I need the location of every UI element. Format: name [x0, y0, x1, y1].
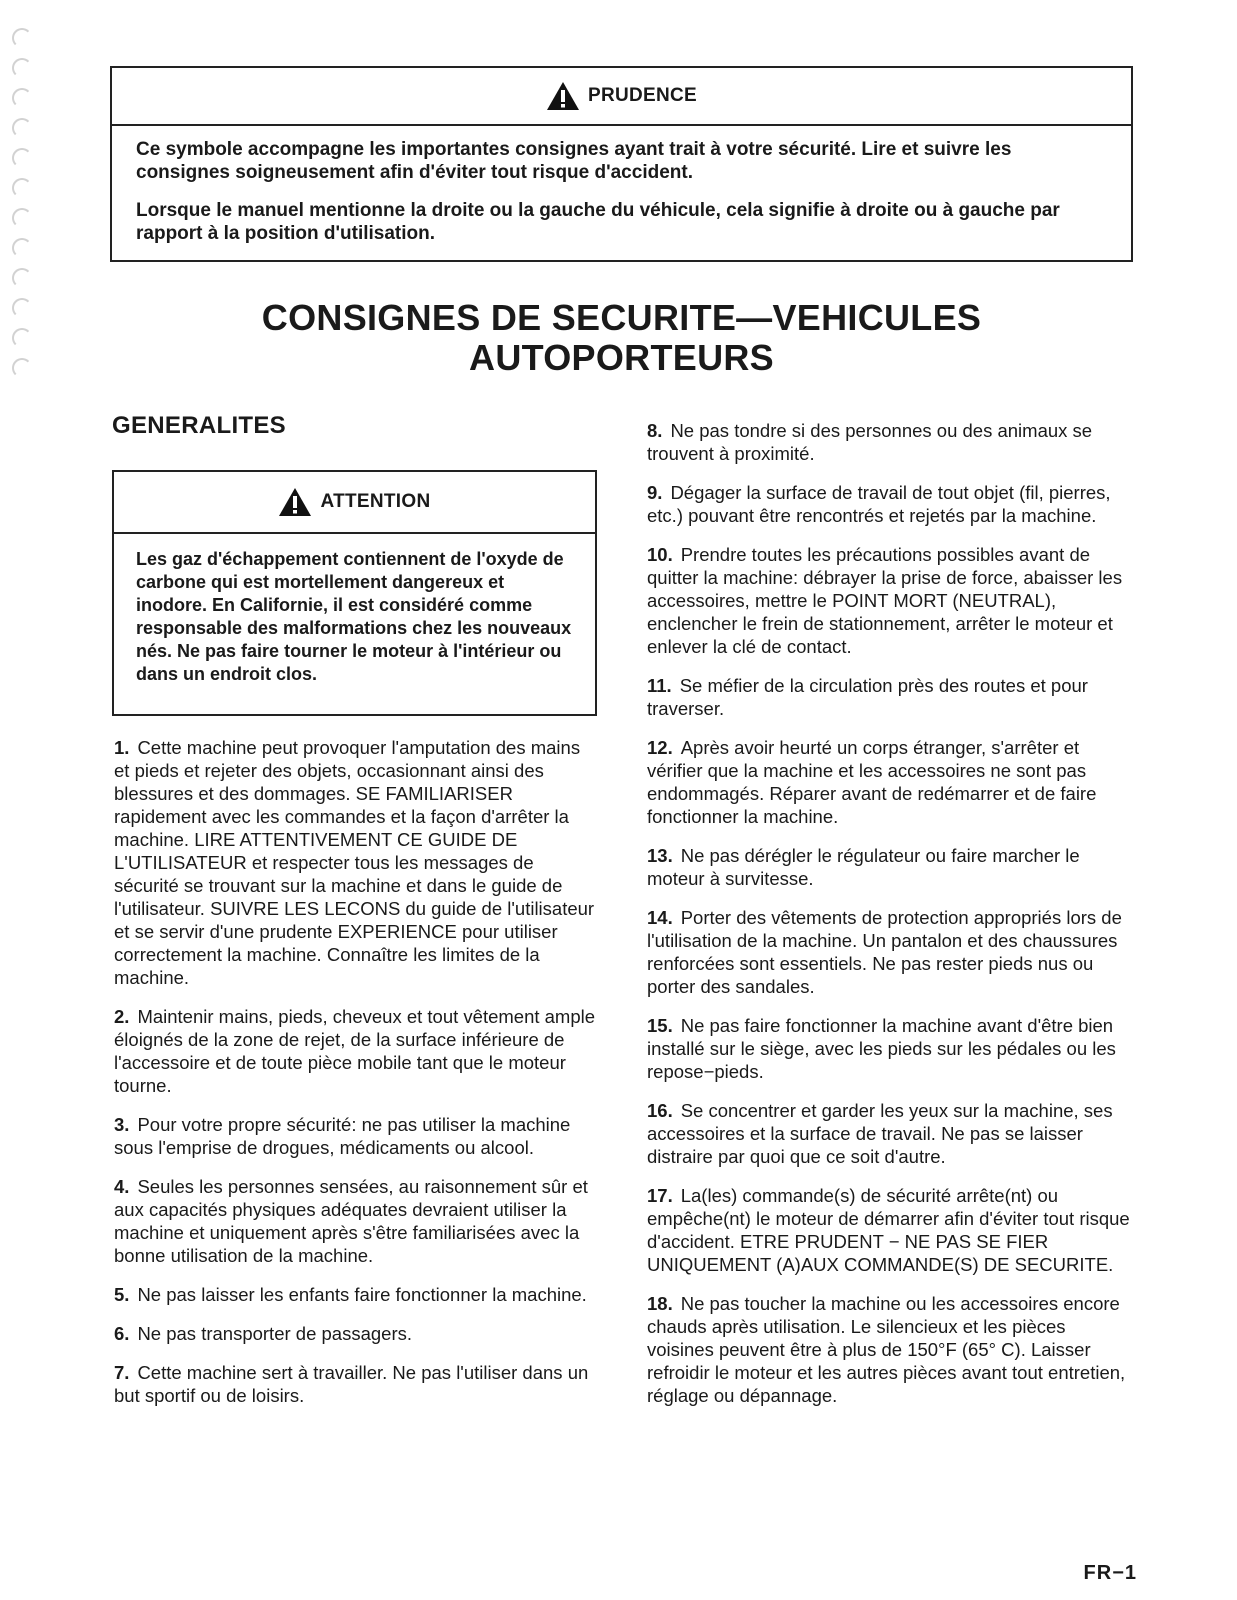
item-text: Ne pas faire fonctionner la machine avant d'être bien installé sur le siège, avec les pieds sur les pédales ou les repose−pieds.: [647, 1015, 1116, 1082]
item-text: Maintenir mains, pieds, cheveux et tout vêtement ample éloignés de la zone de rejet, de la surface inférieure de l'accessoire et de toute pièce mobile tant que le moteur tourne.: [114, 1006, 596, 1096]
binding-hole: [12, 268, 32, 288]
page-title: [110, 298, 1133, 378]
prudence-paragraph: Ce symbole accompagne les importantes consignes ayant trait à votre sécurité. Lire et suivre les consignes soigneusement afin d'éviter tout risque d'accident.: [136, 139, 1012, 183]
binding-holes: [12, 28, 42, 1588]
warning-triangle-icon: [546, 81, 580, 111]
prudence-box: [110, 66, 1133, 262]
attention-body: [114, 534, 595, 686]
item-number: 15.: [647, 1015, 673, 1036]
binding-hole: [12, 148, 32, 168]
item-number: 4.: [114, 1176, 130, 1197]
attention-box: [112, 470, 597, 716]
attention-label: ATTENTION: [320, 491, 431, 512]
list-item: [114, 736, 600, 989]
item-number: 5.: [114, 1284, 130, 1305]
binding-hole: [12, 298, 32, 318]
item-text: La(les) commande(s) de sécurité arrête(nt) ou empêche(nt) le moteur de démarrer afin d'éviter tout risque d'accident. ETRE PRUDENT − NE PAS SE FIER UNIQUEMENT (A)AUX COMMANDE(S) DE SECURITE.: [647, 1185, 1130, 1275]
item-number: 3.: [114, 1114, 130, 1135]
list-item: [114, 1283, 600, 1306]
item-text: Ne pas toucher la machine ou les accessoires encore chauds après utilisation. Le silencieux et les pièces voisines peuvent être à plus de 150°F (65° C). Laisser refroidir le moteur et les autres pièces avant tout entretien, réglage ou dépannage.: [647, 1293, 1126, 1406]
item-number: 18.: [647, 1293, 673, 1314]
list-item: [114, 1322, 600, 1345]
list-item: [647, 1292, 1133, 1407]
item-text: Cette machine sert à travailler. Ne pas l'utiliser dans un but sportif ou de loisirs.: [114, 1362, 589, 1406]
attention-text: Les gaz d'échappement contiennent de l'oxyde de carbone qui est mortellement dangereux et inodore. En Californie, il est considéré comme responsable des malformations chez les nouveaux nés. Ne pas faire tourner le moteur à l'intérieur ou dans un endroit clos.: [136, 549, 572, 684]
binding-hole: [12, 178, 32, 198]
item-text: Dégager la surface de travail de tout objet (fil, pierres, etc.) pouvant être rencontrés et rejetés par la machine.: [647, 482, 1111, 526]
item-number: 10.: [647, 544, 673, 565]
item-number: 1.: [114, 737, 130, 758]
binding-hole: [12, 238, 32, 258]
binding-hole: [12, 28, 32, 48]
item-number: 11.: [647, 675, 672, 696]
binding-hole: [12, 58, 32, 78]
item-number: 14.: [647, 907, 673, 928]
binding-hole: [12, 118, 32, 138]
list-item: [647, 1099, 1133, 1168]
section-heading: GENERALITES: [112, 412, 286, 439]
item-number: 7.: [114, 1362, 130, 1383]
warning-triangle-icon: [278, 487, 312, 517]
item-text: Ne pas tondre si des personnes ou des animaux se trouvent à proximité.: [647, 420, 1093, 464]
page-number: FR−1: [1083, 1562, 1137, 1584]
list-item: [647, 844, 1133, 890]
left-column: [114, 736, 600, 1423]
attention-header: [114, 472, 595, 534]
list-item: [647, 481, 1133, 527]
list-item: [647, 906, 1133, 998]
item-number: 9.: [647, 482, 663, 503]
list-item: [114, 1361, 600, 1407]
binding-hole: [12, 208, 32, 228]
item-text: Se méfier de la circulation près des routes et pour traverser.: [647, 675, 1088, 719]
item-number: 12.: [647, 737, 673, 758]
list-item: [114, 1113, 600, 1159]
item-text: Se concentrer et garder les yeux sur la machine, ses accessoires et la surface de travail. Ne pas se laisser distraire par quoi que ce soit d'autre.: [647, 1100, 1113, 1167]
list-item: [647, 674, 1133, 720]
list-item: [114, 1175, 600, 1267]
binding-hole: [12, 358, 32, 378]
list-item: [647, 1014, 1133, 1083]
item-number: 17.: [647, 1185, 673, 1206]
list-item: [647, 419, 1133, 465]
prudence-label: PRUDENCE: [587, 85, 698, 106]
binding-hole: [12, 328, 32, 348]
page-title-line: AUTOPORTEURS: [469, 337, 774, 378]
prudence-paragraph: Lorsque le manuel mentionne la droite ou la gauche du véhicule, cela signifie à droite ou à gauche par rapport à la position d'utilisation.: [136, 200, 1060, 244]
list-item: [647, 543, 1133, 658]
item-number: 13.: [647, 845, 673, 866]
item-text: Ne pas transporter de passagers.: [137, 1323, 413, 1344]
list-item: [647, 1184, 1133, 1276]
page-title-line: CONSIGNES DE SECURITE—VEHICULES: [261, 297, 982, 338]
prudence-header: [112, 68, 1131, 126]
item-number: 8.: [647, 420, 663, 441]
binding-hole: [12, 88, 32, 108]
item-text: Seules les personnes sensées, au raisonnement sûr et aux capacités physiques adéquates devraient utiliser la machine et uniquement après s'être familiarisées avec la bonne utilisation de la machine.: [114, 1176, 588, 1266]
list-item: [114, 1005, 600, 1097]
item-text: Pour votre propre sécurité: ne pas utiliser la machine sous l'emprise de drogues, médicaments ou alcool.: [114, 1114, 571, 1158]
item-number: 16.: [647, 1100, 673, 1121]
item-text: Prendre toutes les précautions possibles avant de quitter la machine: débrayer la prise de force, abaisser les accessoires, mettre le POINT MORT (NEUTRAL), enclencher le frein de stationnement, arrêter le moteur et enlever la clé de contact.: [647, 544, 1123, 657]
list-item: [647, 736, 1133, 828]
item-text: Cette machine peut provoquer l'amputation des mains et pieds et rejeter des objets, occasionnant ainsi des blessures et des dommages. SE FAMILIARISER rapidement avec les commandes et la façon d'arrêter la machine. LIRE ATTENTIVEMENT CE GUIDE DE L'UTILISATEUR et respecter tous les messages de sécurité se trouvant sur la machine et dans le guide de l'utilisateur. SUIVRE LES LECONS du guide de l'utilisateur et se servir d'une prudente EXPERIENCE pour utiliser correctement la machine. Connaître les limites de la machine.: [114, 737, 595, 988]
item-text: Ne pas dérégler le régulateur ou faire marcher le moteur à survitesse.: [647, 845, 1080, 889]
prudence-body: [112, 126, 1131, 245]
item-text: Porter des vêtements de protection appropriés lors de l'utilisation de la machine. Un pantalon et des chaussures renforcées sont essentiels. Ne pas rester pieds nus ou porter des sandales.: [647, 907, 1122, 997]
item-text: Après avoir heurté un corps étranger, s'arrêter et vérifier que la machine et les accessoires ne sont pas endommagés. Réparer avant de redémarrer et de faire fonctionner la machine.: [647, 737, 1097, 827]
item-number: 2.: [114, 1006, 130, 1027]
right-column: [647, 419, 1133, 1423]
item-number: 6.: [114, 1323, 130, 1344]
item-text: Ne pas laisser les enfants faire fonctionner la machine.: [137, 1284, 587, 1305]
